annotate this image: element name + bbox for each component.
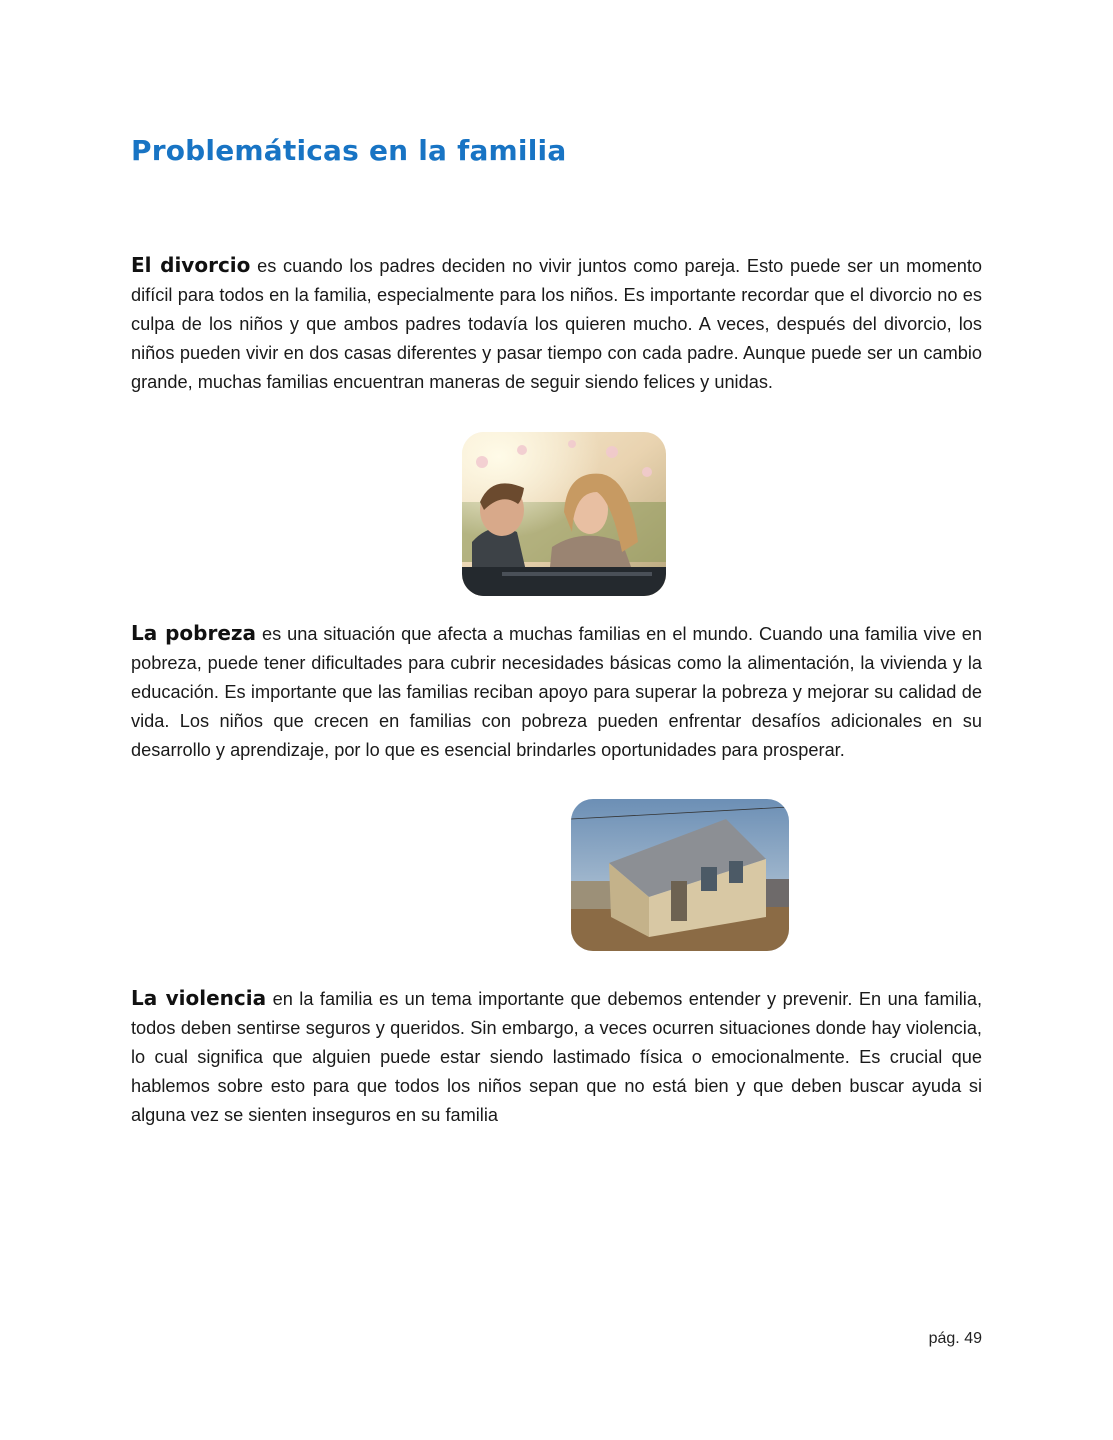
couple-photo [462, 432, 666, 596]
poverty-term: La pobreza [131, 621, 257, 645]
violence-term: La violencia [131, 986, 267, 1010]
violence-text: en la familia es un tema importante que debemos entender y prevenir. En una familia, todos deben sentirse seguros y queridos. Sin embargo, a veces ocurren situaciones donde hay violencia, lo cual significa que alguien puede estar siendo lastimado física o emocionalmente. Es crucial que hablemos sobre esto para que todos los niños sepan que no está bien y que deben buscar ayuda si alguna vez se sienten inseguros en su familia [131, 989, 982, 1125]
poverty-text: es una situación que afecta a muchas familias en el mundo. Cuando una familia vive en pobreza, puede tener dificultades para cubrir necesidades básicas como la alimentación, la vivienda y la educación. Es importante que las familias reciban apoyo para superar la pobreza y mejorar su calidad de vida. Los niños que crecen en familias con pobreza pueden enfrentar desafíos adicionales en su desarrollo y aprendizaje, por lo que es esencial brindarles oportunidades para prosperar. [131, 624, 982, 760]
house-photo [571, 799, 789, 951]
violence-paragraph [131, 984, 982, 1130]
page-title: Problemáticas en la familia [131, 134, 567, 167]
page-number: pág. 49 [928, 1330, 982, 1347]
divorce-paragraph [131, 251, 982, 397]
divorce-text: es cuando los padres deciden no vivir juntos como pareja. Esto puede ser un momento difícil para todos en la familia, especialmente para los niños. Es importante recordar que el divorcio no es culpa de los niños y que ambos padres todavía los quieren mucho. A veces, después del divorcio, los niños pueden vivir en dos casas diferentes y pasar tiempo con cada padre. Aunque puede ser un cambio grande, muchas familias encuentran maneras de seguir siendo felices y unidas. [131, 256, 982, 392]
poverty-paragraph [131, 619, 982, 765]
divorce-term: El divorcio [131, 253, 251, 277]
